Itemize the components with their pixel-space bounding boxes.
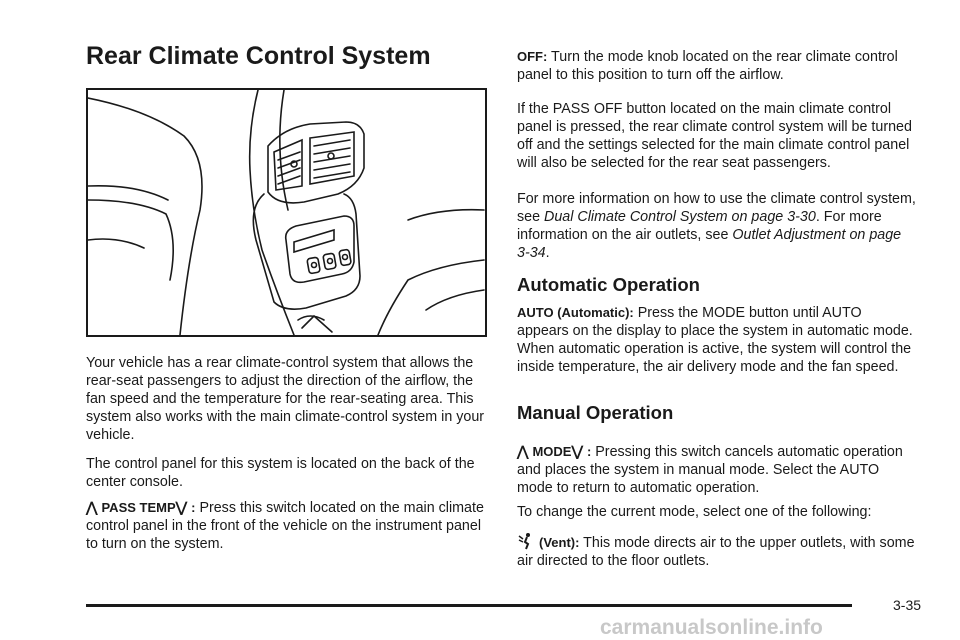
down-arrow-icon: ⋁ — [571, 443, 583, 459]
more-info-text-3: . — [545, 245, 550, 261]
off-text: Turn the mode knob located on the rear climate control panel to this position to turn off the airflow. — [517, 49, 898, 83]
mode-label: MODE — [532, 444, 572, 459]
auto-paragraph — [517, 304, 917, 376]
off-paragraph — [517, 48, 917, 84]
footer-rule — [86, 604, 852, 607]
up-arrow-icon: ⋀ — [86, 499, 98, 515]
manual-operation-heading: Manual Operation — [517, 402, 674, 423]
pass-off-paragraph: If the PASS OFF button located on the main climate control panel is pressed, the rear climate control system will be turned off and the settings selected for the main climate control panel will also be selected for the rear seat passengers. — [517, 101, 912, 171]
change-mode-paragraph: To change the current mode, select one of the following: — [517, 504, 872, 520]
colon: : — [191, 500, 196, 515]
console-drawing — [88, 90, 485, 335]
mode-text: Pressing this switch cancels automatic operation and places the system in manual mode. Select the AUTO mode to return to automatic operation. — [517, 444, 903, 496]
more-info-paragraph — [517, 190, 917, 262]
page-number: 3-35 — [893, 597, 922, 613]
watermark: carmanualsonline.info — [600, 616, 823, 639]
auto-label: AUTO (Automatic): — [517, 305, 634, 320]
more-info-text-1: For more information on how to use the climate control system, see — [517, 191, 916, 225]
page-title: Rear Climate Control System — [86, 42, 431, 70]
outlet-adjustment-link[interactable]: Outlet Adjustment on page 3-34 — [517, 227, 902, 261]
colon: : — [586, 444, 592, 459]
up-arrow-icon: ⋀ — [517, 443, 529, 459]
location-paragraph: The control panel for this system is located on the back of the center console. — [86, 456, 475, 490]
pass-temp-paragraph — [86, 498, 492, 553]
automatic-operation-heading: Automatic Operation — [517, 274, 700, 295]
intro-paragraph: Your vehicle has a rear climate-control system that allows the rear-seat passengers to adjust the direction of the airflow, the fan speed and the temperature for the rear-seating area. This system also works with the main climate-control system in your vehicle. — [86, 355, 485, 443]
dual-climate-link[interactable]: Dual Climate Control System on page 3-30 — [544, 209, 816, 225]
pass-temp-label: PASS TEMP — [101, 500, 176, 515]
vent-mode-icon — [517, 532, 535, 550]
vent-paragraph — [517, 532, 917, 570]
mode-paragraph — [517, 442, 917, 497]
vent-label: (Vent): — [538, 535, 580, 550]
down-arrow-icon: ⋁ — [175, 499, 188, 515]
auto-text: Press the MODE button until AUTO appears on the display to place the system in automatic mode. When automatic operation is active, the system will control the inside temperature, the air delivery mode and the fan speed. — [517, 305, 913, 375]
pass-temp-text: Press this switch located on the main climate control panel in the front of the vehicle on the instrument panel to turn on the system. — [86, 500, 484, 552]
rear-console-illustration — [86, 88, 487, 337]
more-info-text-2: . For more information on the air outlets, see — [517, 209, 882, 243]
off-label: OFF: — [517, 49, 548, 64]
vent-text: This mode directs air to the upper outlets, with some air directed to the floor outlets. — [517, 535, 915, 569]
